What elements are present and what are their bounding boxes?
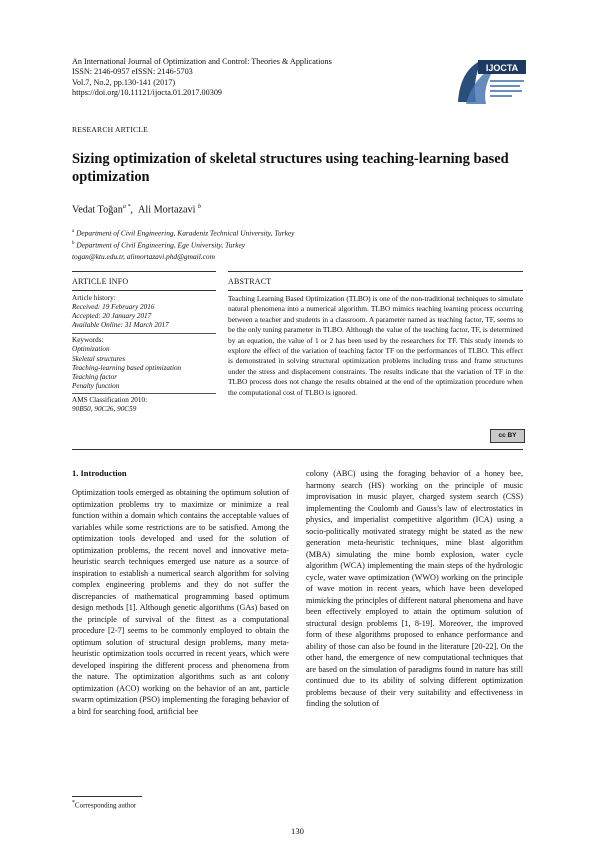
journal-doi[interactable]: https://doi.org/10.11121/ijocta.01.2017.00309 xyxy=(72,87,223,97)
keyword: Penalty function xyxy=(72,381,120,390)
cc-license-text: cc BY xyxy=(498,432,517,439)
page-number: 130 xyxy=(291,826,304,836)
keyword: Skeletal structures xyxy=(72,354,126,363)
author-affil-mark: b xyxy=(198,204,201,210)
article-info xyxy=(72,294,216,414)
author-name: Ali Mortazavi xyxy=(138,204,196,216)
received-date: Received: 19 February 2016 xyxy=(72,303,155,312)
abstract-heading: ABSTRACT xyxy=(228,277,272,286)
divider xyxy=(72,449,523,450)
divider xyxy=(228,271,523,272)
body-column-right: colony (ABC) using the foraging behavior of a honey bee, harmony search (HS) working on the principle of music improvisation in music player, charged system search (CSS) implementing the Coulomb and Gauss’s law of electrostatics in physics, and imperialist competitive algorithm (ICA) using a socio-politically motivated strategy might be stated as the new generation meta-heuristic techniques, mine blast algorithm (MBA) simulating the mine bomb explosion, water cycle algorithm (WCA) implementing the main steps of the hydrologic cycle, water wave optimization (WWO) working on the principle of wave motion in recent years, which have been developed mimicking the principles of different natural phenomena and have been effectively employed to attain the optimum solution of structural design problems [1, 8-19]. Moreover, the improved form of these algorithms proposed to enhance performance and ability of those can also be found in the literature [20-22]. On the other hand, the emergence of new computational techniques that are based on the simulation of paradigms found in nature has still continued due to its ability of solving different optimization problems because of their very suitability and effectiveness in finding the solution of xyxy=(306,469,523,708)
affiliation-a: $^a$ Department of Civil Engineering, Karadeniz Technical University, Turkey xyxy=(72,228,295,238)
history-label: Article history: xyxy=(72,294,116,302)
divider xyxy=(72,271,216,272)
keyword: Teaching-learning based optimization xyxy=(72,363,182,372)
ams-label: AMS Classification 2010: xyxy=(72,393,216,405)
accepted-date: Accepted: 20 January 2017 xyxy=(72,312,152,321)
journal-name: An International Journal of Optimization and Control: Theories & Applications xyxy=(72,57,332,66)
journal-header xyxy=(72,57,332,98)
article-type: RESEARCH ARTICLE xyxy=(72,125,148,134)
footnote xyxy=(72,800,136,809)
journal-issn: ISSN: 2146-0957 eISSN: 2146-5703 xyxy=(72,67,193,77)
cc-license-badge[interactable] xyxy=(490,429,525,443)
author-list: Vedat Toğan$^{a *}$, Ali Mortazavi $^b$ xyxy=(72,204,201,216)
footnote-text: Corresponding author xyxy=(74,801,137,810)
author-affil-mark: a * xyxy=(122,204,131,210)
section-heading-introduction: 1. Introduction xyxy=(72,468,127,478)
keyword: Optimization xyxy=(72,345,110,354)
logo-text: IJOCTA xyxy=(485,63,519,73)
footnote-mark: * xyxy=(72,800,75,806)
available-date: Available Online: 31 March 2017 xyxy=(72,321,169,330)
affiliation-b: $^b$ Department of Civil Engineering, Ege University, Turkey xyxy=(72,240,246,250)
keyword: Teaching factor xyxy=(72,372,118,381)
ams-codes: 90B50, 90C26, 90C59 xyxy=(72,405,137,414)
author-emails[interactable]: togan@ktu.edu.tr, alimortazavi.phd@gmail.com xyxy=(72,251,215,261)
article-info-heading: ARTICLE INFO xyxy=(72,277,129,286)
affiliations xyxy=(72,226,294,262)
footnote-rule xyxy=(72,796,142,797)
journal-volume: Vol.7, No.2, pp.130-141 (2017) xyxy=(72,77,176,87)
divider xyxy=(228,290,523,291)
article-title: Sizing optimization of skeletal structures using teaching-learning based optimization xyxy=(72,151,509,185)
body-column-left: Optimization tools emerged as obtaining the optimum solution of optimization problems try to maximize or minimize a real function within a domain which contains the acceptable values of variables while some restrictions are to be satisfied. Among the optimization tools developed and used for the solution of optimization problems, the recent novel and innovative meta-heuristic search techniques emerged use nature as a source of inspiration to establish a numerical search algorithm for solving complex engineering problems and they do not suffer the discrepancies of mathematical programming based optimum design methods [1]. Although genetic algorithms (GAs) based on the principle of survival of the fittest as a computational procedure [2-7] seems to be commonly employed to obtain the optimum solution of structural design problems, many meta-heuristic optimization tools occurred in recent years, which were developed inspiring the different process and phenomena from the nature. The optimization algorithms such as ant colony optimization (ACO) working on the behavior of an ant, particle swarm optimization (PSO) implementing the foraging behavior of a bird for searching food, artificial bee xyxy=(72,488,289,716)
keywords-label: Keywords: xyxy=(72,333,216,345)
divider xyxy=(72,290,216,291)
journal-logo xyxy=(452,50,530,110)
abstract-text: Teaching Learning Based Optimization (TLBO) is one of the non-traditional techniques to simulate natural phenomena into a numerical algorithm. TLBO mimics teaching learning process occurring between a teacher and students in a classroom. A parameter named as teaching factor, TF, seems to be the only tuning parameter in TLBO. Although the value of the teaching factor, TF, is determined by an equation, the value of 1 or 2 has been used by the researchers for TF. This study intends to explore the effect of the variation of teaching factor TF on the performances of TLBO. This effect is demonstrated in solving structural optimization problems including truss and frame structures under the stress and displacement constraints. The results indicate that the variation of TF in the TLBO process does not change the results obtained at the end of the optimization procedure when the computational cost of TLBO is ignored. xyxy=(228,294,523,397)
author-name: Vedat Toğan xyxy=(72,204,123,216)
